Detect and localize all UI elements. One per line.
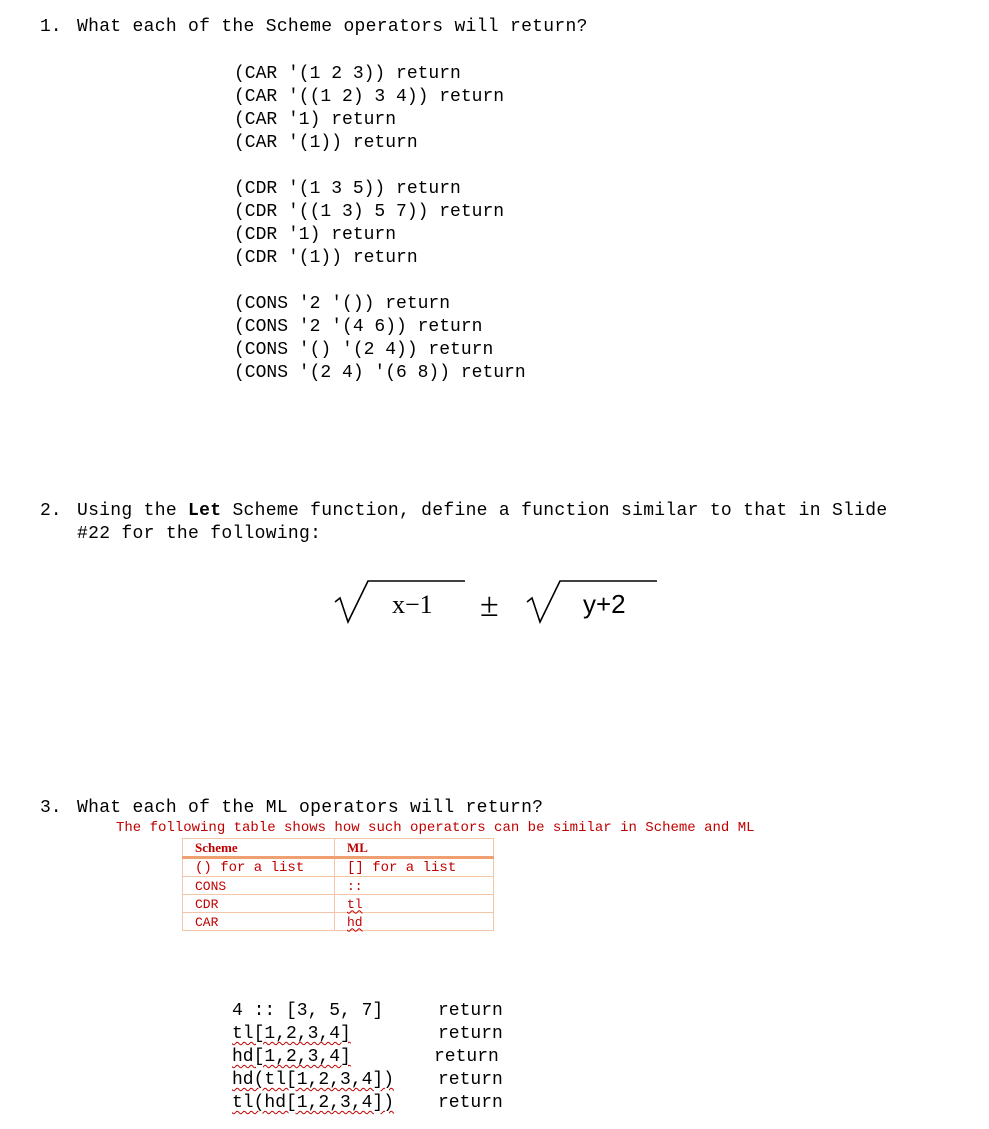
table-header-row	[183, 839, 494, 858]
left-radicand: x−1	[392, 590, 433, 619]
code-line: (CONS '() '(2 4)) return	[234, 340, 494, 360]
table-row	[183, 877, 494, 895]
table-cell: CONS	[183, 877, 335, 895]
table-row	[183, 858, 494, 877]
formula	[330, 575, 670, 635]
plus-minus-sign: ±	[480, 587, 499, 624]
q3-text: What each of the ML operators will return?	[77, 798, 544, 818]
table-cell-text: tl	[347, 896, 363, 912]
table-row	[183, 895, 494, 913]
q2-text	[77, 500, 887, 523]
comparison-table	[182, 838, 494, 931]
code-line: (CONS '2 '()) return	[234, 294, 451, 314]
q1-text: What each of the Scheme operators will return?	[77, 17, 588, 37]
table-cell	[335, 913, 494, 931]
cons-block	[234, 293, 526, 385]
code-line: (CDR '((1 3) 5 7)) return	[234, 202, 505, 222]
ml-return: return	[438, 1070, 503, 1090]
table-header-scheme: Scheme	[183, 839, 335, 858]
code-line: (CAR '1) return	[234, 110, 397, 130]
code-line: (CDR '(1)) return	[234, 248, 418, 268]
code-line: (CONS '2 '(4 6)) return	[234, 317, 483, 337]
code-line: (CAR '(1 2 3)) return	[234, 64, 461, 84]
q2-text-after: Scheme function, define a function similar to that in Slide	[221, 501, 888, 521]
table-note: The following table shows how such operators can be similar in Scheme and ML	[116, 820, 755, 836]
table-row	[183, 913, 494, 931]
ml-return: return	[434, 1047, 499, 1067]
car-block	[234, 63, 504, 155]
cdr-block	[234, 178, 504, 270]
ml-return: return	[438, 1001, 503, 1021]
table-cell: CAR	[183, 913, 335, 931]
q2-text-before: Using the	[77, 501, 189, 521]
code-line: (CDR '(1 3 5)) return	[234, 179, 461, 199]
right-radicand: y+2	[583, 589, 626, 619]
code-line: (CDR '1) return	[234, 225, 397, 245]
table-cell: () for a list	[183, 858, 335, 877]
ml-expr: 4 :: [3, 5, 7]	[232, 1001, 384, 1021]
q2-text-bold: Let	[188, 501, 222, 521]
table-cell	[335, 895, 494, 913]
table-header-ml: ML	[335, 839, 494, 858]
code-line: (CAR '(1)) return	[234, 133, 418, 153]
ml-expr: tl[1,2,3,4]	[232, 1024, 351, 1044]
table-cell: ::	[335, 877, 494, 895]
ml-expr: hd[1,2,3,4]	[232, 1047, 351, 1067]
q3-number: 3.	[40, 798, 62, 818]
q1-number: 1.	[40, 17, 62, 37]
code-line: (CAR '((1 2) 3 4)) return	[234, 87, 505, 107]
code-line: (CONS '(2 4) '(6 8)) return	[234, 363, 526, 383]
q2-number: 2.	[40, 501, 62, 521]
table-cell-text: hd	[347, 914, 363, 930]
ml-expr: hd(tl[1,2,3,4])	[232, 1070, 395, 1090]
q2-text-line2: #22 for the following:	[77, 524, 322, 544]
table-cell: [] for a list	[335, 858, 494, 877]
ml-return: return	[438, 1093, 503, 1113]
table-cell: CDR	[183, 895, 335, 913]
ml-expr: tl(hd[1,2,3,4])	[232, 1093, 395, 1113]
ml-return: return	[438, 1024, 503, 1044]
